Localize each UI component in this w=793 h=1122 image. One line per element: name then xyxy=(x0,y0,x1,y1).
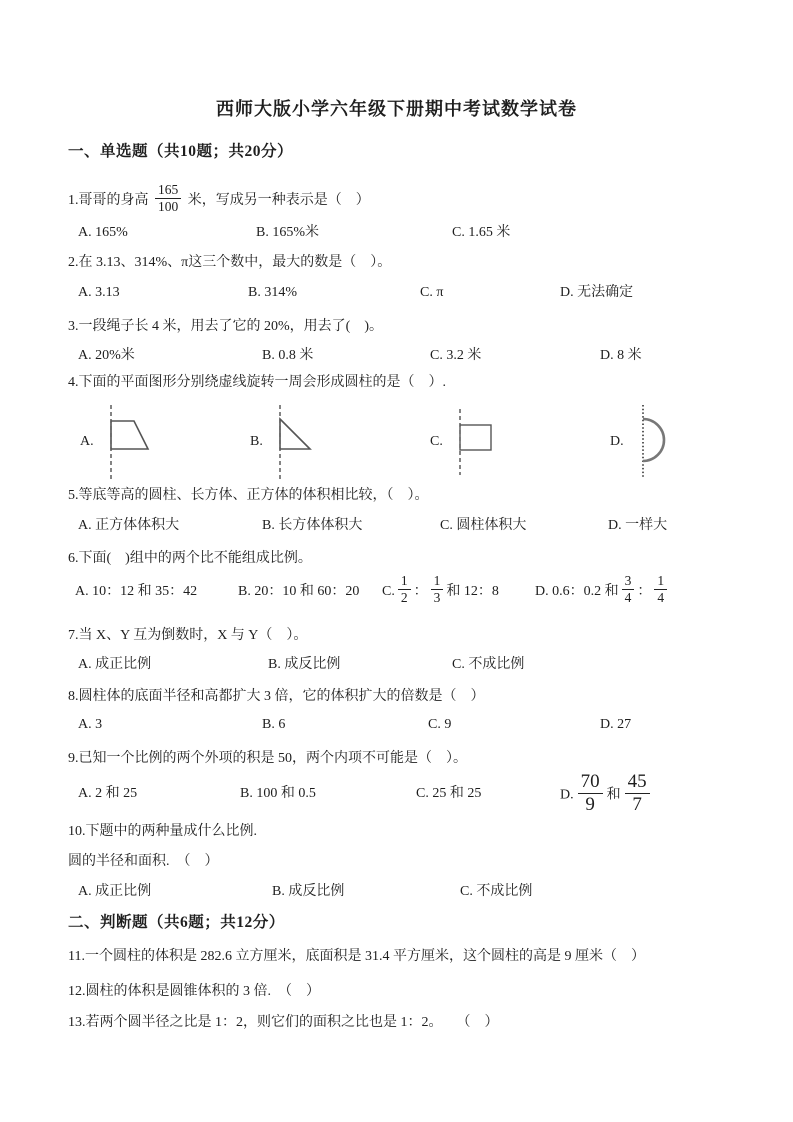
q6-option-d xyxy=(535,570,670,614)
semicircle-shape xyxy=(643,419,664,461)
q6-option-b: B. 20：10 和 60：20 xyxy=(238,584,360,599)
q1-option-a: A. 165% xyxy=(78,225,128,240)
q4-figure-c xyxy=(430,402,502,482)
q8-option-d: D. 27 xyxy=(600,717,632,732)
q9-option-c: C. 25 和 25 xyxy=(416,786,482,801)
q1-stem-pre: 1.哥哥的身高 xyxy=(68,192,152,208)
q3-option-a: A. 20%米 xyxy=(78,348,135,363)
question-1-stem xyxy=(68,183,370,214)
q5-option-a: A. 正方体体积大 xyxy=(78,518,180,533)
question-8-stem: 8.圆柱体的底面半径和高都扩大 3 倍，它的体积扩大的倍数是（ ） xyxy=(68,689,485,704)
q4-figure-a-label: A. xyxy=(80,434,94,449)
question-13-stem: 13.若两个圆半径之比是 1：2，则它们的面积之比也是 1：2。 （ ） xyxy=(68,1015,499,1030)
semicircle-figure xyxy=(629,403,683,481)
q6-options-row xyxy=(0,570,793,616)
triangle-figure xyxy=(268,403,322,481)
q4-figure-b-label: B. xyxy=(250,434,263,449)
q5-option-b: B. 长方体体积大 xyxy=(262,518,363,533)
trapezoid-shape xyxy=(111,421,148,449)
q3-option-d: D. 8 米 xyxy=(600,348,642,363)
page-title: 西师大版小学六年级下册期中考试数学试卷 xyxy=(216,99,577,119)
q3-option-c: C. 3.2 米 xyxy=(430,348,482,363)
question-3-stem: 3.一段绳子长 4 米，用去了它的 20%，用去了( )。 xyxy=(68,319,383,334)
q10-option-b: B. 成反比例 xyxy=(272,884,345,899)
question-9-stem: 9.已知一个比例的两个外项的积是 50，两个内项不可能是（ ）。 xyxy=(68,751,467,766)
question-6-stem: 6.下面( )组中的两个比不能组成比例。 xyxy=(68,551,312,566)
q8-option-c: C. 9 xyxy=(428,717,452,732)
q5-option-d: D. 一样大 xyxy=(608,518,668,533)
q2-option-b: B. 314% xyxy=(248,285,297,300)
q9-option-a: A. 2 和 25 xyxy=(78,786,138,801)
q8-option-a: A. 3 xyxy=(78,717,103,732)
q4-figure-b xyxy=(250,402,322,482)
q6-option-a: A. 10：12 和 35：42 xyxy=(75,584,198,599)
q1-option-c: C. 1.65 米 xyxy=(452,225,511,240)
q8-option-b: B. 6 xyxy=(262,717,286,732)
q9-option-d-sep: 和 xyxy=(606,787,621,803)
question-5-stem: 5.等底等高的圆柱、长方体、正方体的体积相比较，（ ）。 xyxy=(68,488,429,503)
q9-option-d-fraction-2: $\frac{45}{7}$ xyxy=(625,772,650,815)
q7-option-c: C. 不成比例 xyxy=(452,657,525,672)
q6-option-d-fraction-1: $\frac{3}{4}$ xyxy=(622,574,635,605)
q3-option-b: B. 0.8 米 xyxy=(262,348,314,363)
q7-option-a: A. 成正比例 xyxy=(78,657,152,672)
question-4-stem: 4.下面的平面图形分别绕虚线旋转一周会形成圆柱的是（ ）. xyxy=(68,375,446,390)
q6-option-c xyxy=(382,570,499,614)
q9-option-d-pre: D. xyxy=(560,787,574,803)
q2-option-c: C. π xyxy=(420,285,444,300)
question-12-stem: 12.圆柱的体积是圆锥体积的 3 倍. （ ） xyxy=(68,984,320,999)
q4-figure-c-label: C. xyxy=(430,434,443,449)
q6-option-c-fraction-1: $\frac{1}{2}$ xyxy=(398,574,411,605)
q1-fraction: $\frac{165}{100}$ xyxy=(155,183,181,214)
rectangle-figure xyxy=(448,403,502,481)
q1-stem-post: 米，写成另一种表示是（ ） xyxy=(184,192,370,208)
question-10-stem-line2: 圆的半径和面积. （ ） xyxy=(68,854,219,869)
q9-option-d xyxy=(560,772,654,818)
q4-figure-d xyxy=(610,402,683,482)
q6-option-d-pre: D. 0.6：0.2 和 xyxy=(535,584,619,599)
q9-options-row xyxy=(0,772,793,818)
q10-option-c: C. 不成比例 xyxy=(460,884,533,899)
q5-option-c: C. 圆柱体积大 xyxy=(440,518,527,533)
q6-option-c-post: 和 12：8 xyxy=(446,584,499,599)
q6-option-c-pre: C. xyxy=(382,584,395,599)
rectangle-shape xyxy=(460,425,491,450)
trapezoid-figure xyxy=(99,403,153,481)
q4-figure-a xyxy=(80,402,153,482)
section-2-heading: 二、判断题（共6题；共12分） xyxy=(68,914,285,931)
question-7-stem: 7.当 X、Y 互为倒数时，X 与 Y（ ）。 xyxy=(68,628,308,643)
question-10-stem-line1: 10.下题中的两种量成什么比例. xyxy=(68,824,257,839)
q4-figure-d-label: D. xyxy=(610,434,624,449)
triangle-shape xyxy=(280,419,310,449)
q9-option-d-fraction-1: $\frac{70}{9}$ xyxy=(578,772,603,815)
q1-option-b: B. 165%米 xyxy=(256,225,319,240)
section-1-heading: 一、单选题（共10题；共20分） xyxy=(68,143,294,160)
q9-option-b: B. 100 和 0.5 xyxy=(240,786,316,801)
question-11-stem: 11.一个圆柱的体积是 282.6 立方厘米，底面积是 31.4 平方厘米，这个圆柱的高是 9 厘米（ ） xyxy=(68,949,645,964)
question-2-stem: 2.在 3.13、314%、π这三个数中，最大的数是（ ）。 xyxy=(68,255,392,270)
q6-option-c-fraction-2: $\frac{1}{3}$ xyxy=(431,574,444,605)
q2-option-d: D. 无法确定 xyxy=(560,285,634,300)
q10-option-a: A. 成正比例 xyxy=(78,884,152,899)
q6-option-d-sep: ： xyxy=(637,584,652,599)
q7-option-b: B. 成反比例 xyxy=(268,657,341,672)
q2-option-a: A. 3.13 xyxy=(78,285,120,300)
q6-option-c-sep: ： xyxy=(413,584,428,599)
q6-option-d-fraction-2: $\frac{1}{4}$ xyxy=(654,574,667,605)
